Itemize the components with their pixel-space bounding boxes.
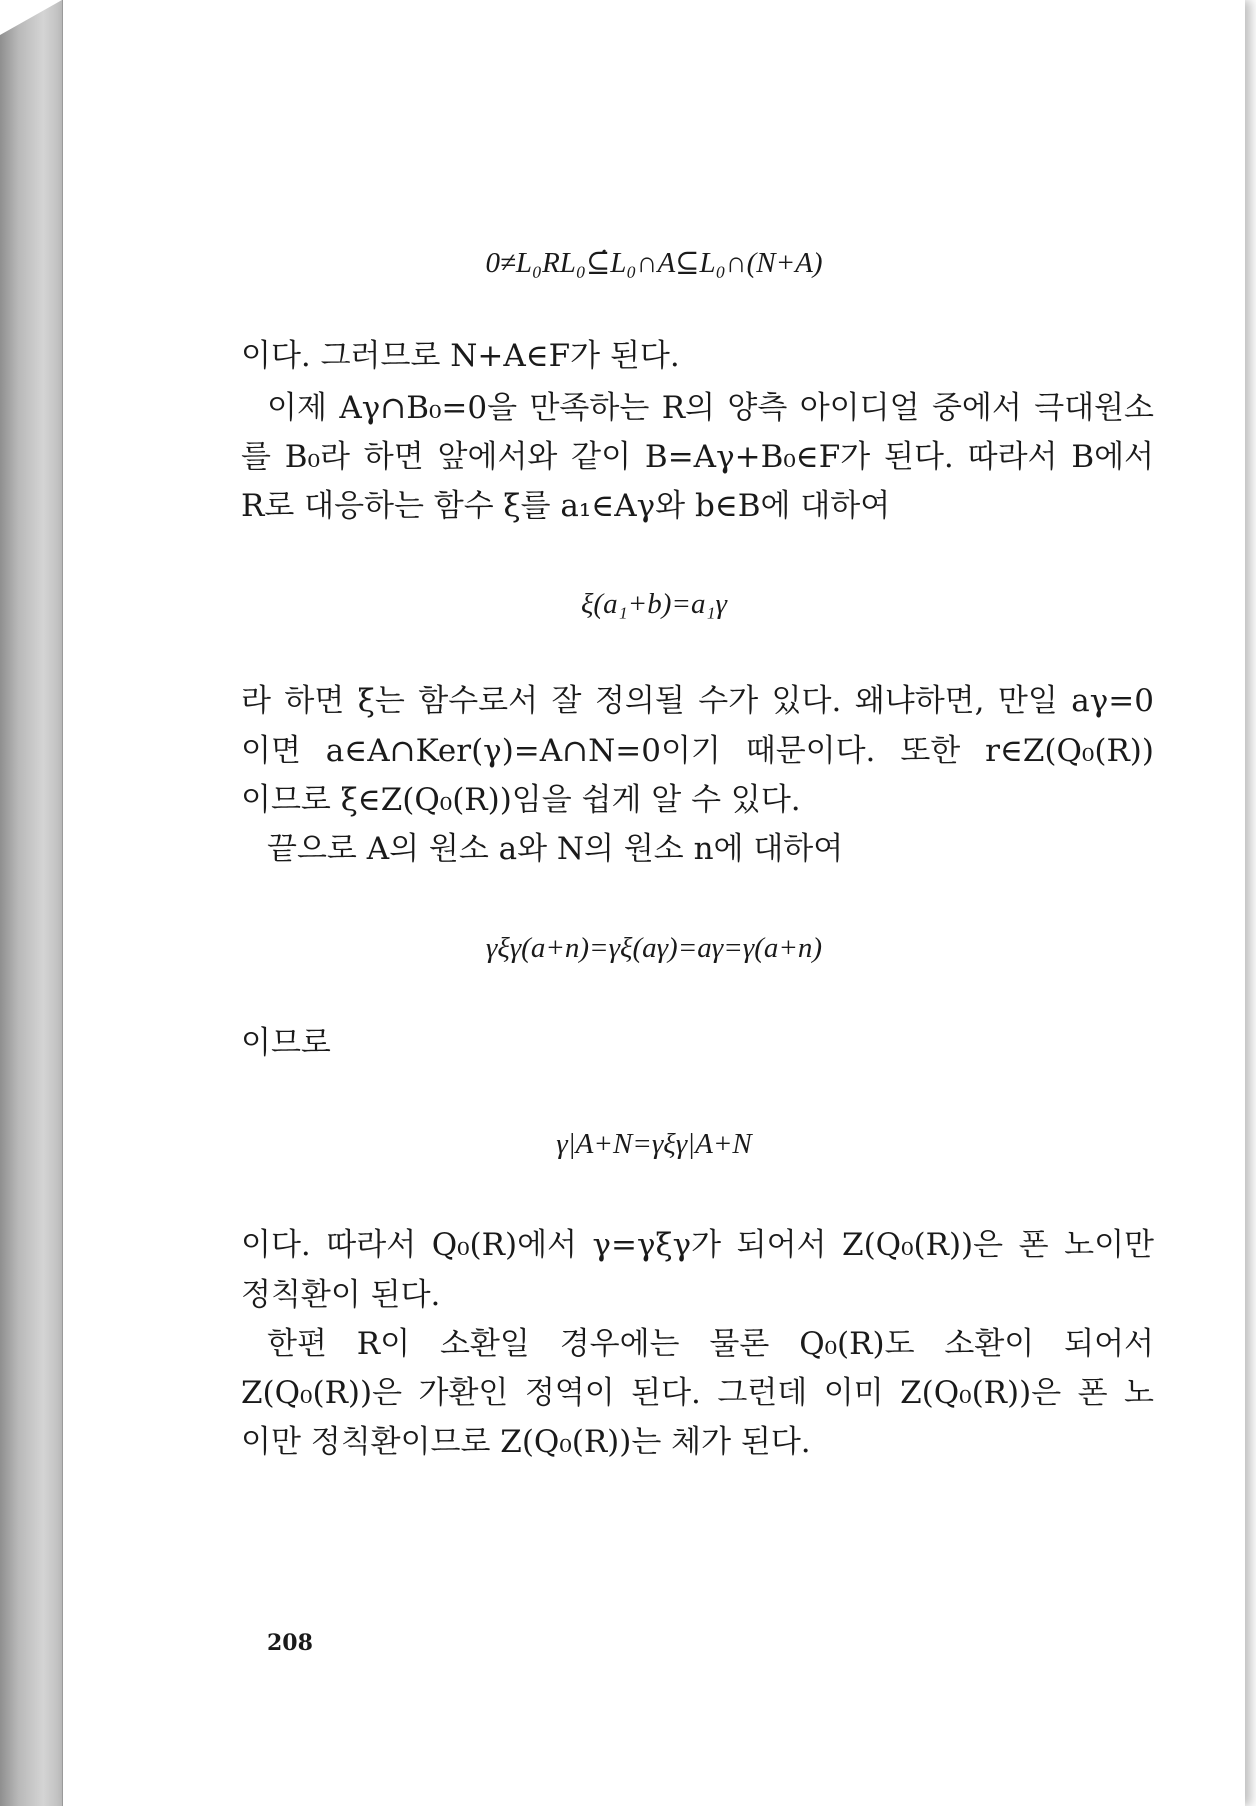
equation-2: ξ(a₁+b)=a₁γ bbox=[581, 588, 727, 620]
text-line: 이다. 그러므로 N+A∈F가 된다. bbox=[241, 338, 680, 374]
text-line: 이면 a∈A∩Ker(γ)=A∩N=0이기 때문이다. 또한 r∈Z(Q₀(R)) bbox=[241, 733, 1154, 769]
text-line: 라 하면 ξ는 함수로서 잘 정의될 수가 있다. 왜냐하면, 만일 aγ=0 bbox=[241, 683, 1154, 719]
text-line: 이제 Aγ∩B₀=0을 만족하는 R의 양측 아이디얼 중에서 극대원소 bbox=[267, 390, 1154, 426]
text-line: 를 B₀라 하면 앞에서와 같이 B=Aγ+B₀∈F가 된다. 따라서 B에서 bbox=[241, 439, 1154, 475]
text-line: 정칙환이 된다. bbox=[241, 1277, 441, 1313]
book-page bbox=[62, 0, 1245, 1806]
equation-3: γξγ(a+n)=γξ(aγ)=aγ=γ(a+n) bbox=[485, 932, 823, 964]
equation-1: 0≠L₀RL₀⊆̇L₀∩A⊆L₀∩(N+A) bbox=[485, 247, 823, 279]
text-line: 이므로 bbox=[241, 1025, 331, 1061]
book-spine-edge bbox=[0, 0, 62, 1806]
text-line: R로 대응하는 함수 ξ를 a₁∈Aγ와 b∈B에 대하여 bbox=[241, 488, 891, 524]
text-line: 이다. 따라서 Q₀(R)에서 γ=γξγ가 되어서 Z(Q₀(R))은 폰 노이만 bbox=[241, 1227, 1154, 1263]
text-line: Z(Q₀(R))은 가환인 정역이 된다. 그런데 이미 Z(Q₀(R))은 폰 노 bbox=[241, 1375, 1154, 1411]
text-line: 이므로 ξ∈Z(Q₀(R))임을 쉽게 알 수 있다. bbox=[241, 782, 801, 818]
page-number: 208 bbox=[267, 1630, 313, 1656]
text-line: 한편 R이 소환일 경우에는 물론 Q₀(R)도 소환이 되어서 bbox=[267, 1326, 1154, 1362]
equation-4: γ|A+N=γξγ|A+N bbox=[556, 1128, 752, 1160]
text-line: 이만 정칙환이므로 Z(Q₀(R))는 체가 된다. bbox=[241, 1424, 811, 1460]
text-line: 끝으로 A의 원소 a와 N의 원소 n에 대하여 bbox=[267, 831, 844, 867]
